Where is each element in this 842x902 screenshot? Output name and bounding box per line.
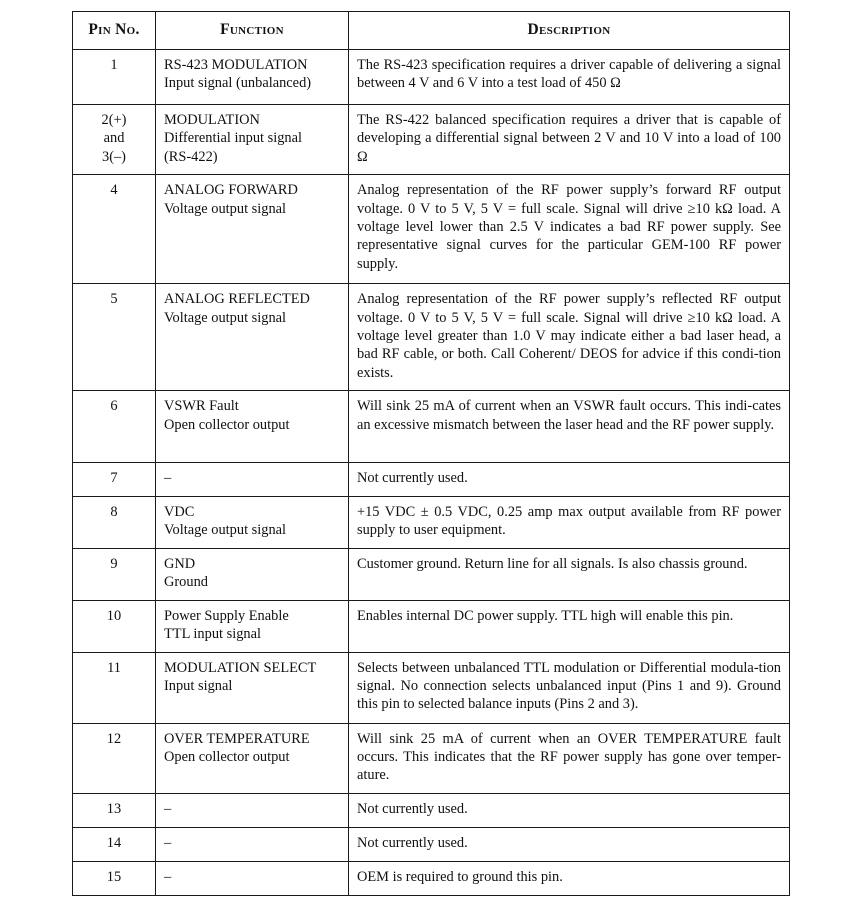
- pin-number-cell: [73, 175, 156, 284]
- description-cell: Not currently used.: [349, 827, 790, 861]
- pin-description-table: [72, 11, 790, 896]
- table-row: [73, 652, 790, 723]
- pin-number: 7: [110, 470, 118, 487]
- function-type: (RS-422): [164, 148, 218, 165]
- description-cell: Analog representation of the RF power supply’s forward RF output voltage. 0 V to 5 V, 5 V = full scale. Signal will drive ≥10 kΩ load. A voltage level lower than 2.5 V indicates a bad RF power supply. See representative signal curves for the particular GEM-100 RF power supply.: [349, 175, 790, 284]
- pin-number-cell: [73, 105, 156, 175]
- function-name: –: [164, 800, 172, 817]
- description-cell: +15 VDC ± 0.5 VDC, 0.25 amp max output available from RF power supply to user equipment.: [349, 496, 790, 548]
- function-cell: [156, 652, 349, 723]
- table-row: [73, 827, 790, 861]
- pin-number-cell: [73, 652, 156, 723]
- pin-number: 10: [106, 607, 122, 624]
- function-type: Input signal: [164, 678, 233, 695]
- function-name: VSWR Fault: [164, 398, 239, 415]
- description-cell: OEM is required to ground this pin.: [349, 861, 790, 895]
- pin-number: 1: [110, 57, 118, 73]
- function-name: MODULATION: [164, 112, 260, 128]
- table-row: [73, 391, 790, 463]
- description-cell: The RS-422 balanced specification requires a driver that is capable of developing a differential signal between 2 V and 10 V into a load of 100 Ω: [349, 105, 790, 175]
- table-row: [73, 548, 790, 600]
- header-description: Description: [349, 12, 790, 50]
- table-body: [73, 50, 790, 896]
- function-name: –: [164, 470, 172, 487]
- pin-number: 13: [106, 800, 122, 817]
- function-type: Open collector output: [164, 749, 290, 766]
- function-name: RS-423 MODULATION: [164, 57, 308, 73]
- table-row: [73, 175, 790, 284]
- function-cell: [156, 827, 349, 861]
- function-name: VDC: [164, 503, 195, 520]
- pin-number-cell: [73, 391, 156, 463]
- function-type: Voltage output signal: [164, 309, 287, 326]
- description-cell: The RS-423 specification requires a driver capable of delivering a signal between 4 V and 6 V into a test load of 450 Ω: [349, 50, 790, 105]
- description-cell: Will sink 25 mA of current when an VSWR fault occurs. This indi-cates an excessive mismatch between the laser head and the RF power supply.: [349, 391, 790, 463]
- table-header: [73, 12, 790, 50]
- function-type: Voltage output signal: [164, 522, 287, 539]
- description-cell: Not currently used.: [349, 793, 790, 827]
- function-name: Power Supply Enable: [164, 607, 289, 624]
- function-type: Differential input signal: [164, 130, 303, 147]
- pin-number: and: [103, 130, 125, 147]
- function-name: ANALOG FORWARD: [164, 182, 298, 199]
- pin-number-cell: [73, 463, 156, 496]
- description-cell: Selects between unbalanced TTL modulation or Differential modula-tion signal. No connection selects unbalanced input (Pins 1 and 9). Ground this pin to selected balance inputs (Pins 2 and 3).: [349, 652, 790, 723]
- description-cell: Analog representation of the RF power supply’s reflected RF output voltage. 0 V to 5 V, 5 V = full scale. Signal will drive ≥10 kΩ load. A voltage level greater than 1.0 V may indicate either a bad laser head, a bad RF cable, or both. Call Coherent/ DEOS for advice if this condi-tion exists.: [349, 284, 790, 391]
- function-name: GND: [164, 555, 196, 572]
- pin-number: 5: [110, 291, 118, 308]
- table-row: [73, 793, 790, 827]
- header-row: [73, 12, 790, 50]
- function-cell: [156, 391, 349, 463]
- function-name: ANALOG REFLECTED: [164, 291, 310, 308]
- function-cell: [156, 600, 349, 652]
- function-cell: [156, 50, 349, 105]
- function-cell: [156, 861, 349, 895]
- function-name: –: [164, 834, 172, 851]
- header-pin-no: Pin No.: [73, 12, 156, 50]
- pin-number: 9: [110, 555, 118, 572]
- table-row: [73, 284, 790, 391]
- pin-number-cell: [73, 284, 156, 391]
- function-type: Input signal (unbalanced): [164, 75, 312, 92]
- function-name: –: [164, 868, 172, 885]
- description-cell: Not currently used.: [349, 463, 790, 496]
- pin-number: 8: [110, 503, 118, 520]
- function-type: Voltage output signal: [164, 200, 287, 217]
- function-cell: [156, 284, 349, 391]
- table-row: [73, 496, 790, 548]
- function-name: OVER TEMPERATURE: [164, 730, 310, 747]
- table-row: [73, 50, 790, 105]
- table-row: [73, 600, 790, 652]
- pin-number: 12: [106, 730, 122, 747]
- function-type: Open collector output: [164, 416, 290, 433]
- function-cell: [156, 496, 349, 548]
- pin-number: 2(+): [101, 112, 127, 128]
- pin-number: 6: [110, 398, 118, 415]
- pin-number: 4: [110, 182, 118, 199]
- pin-number: 3(–): [102, 148, 126, 165]
- description-cell: Will sink 25 mA of current when an OVER TEMPERATURE fault occurs. This indicates that the RF power supply has gone over temper-ature.: [349, 723, 790, 793]
- pin-number-cell: [73, 827, 156, 861]
- table-row: [73, 861, 790, 895]
- pin-number-cell: [73, 600, 156, 652]
- pin-number-cell: [73, 548, 156, 600]
- pin-number-cell: [73, 50, 156, 105]
- description-cell: Customer ground. Return line for all signals. Is also chassis ground.: [349, 548, 790, 600]
- pin-number: 15: [106, 868, 122, 885]
- table-row: [73, 105, 790, 175]
- description-cell: Enables internal DC power supply. TTL high will enable this pin.: [349, 600, 790, 652]
- pin-number: 14: [106, 834, 122, 851]
- function-cell: [156, 105, 349, 175]
- function-type: TTL input signal: [164, 626, 261, 643]
- pin-number-cell: [73, 496, 156, 548]
- function-cell: [156, 548, 349, 600]
- pin-number-cell: [73, 723, 156, 793]
- pin-number-cell: [73, 861, 156, 895]
- function-cell: [156, 463, 349, 496]
- function-name: MODULATION SELECT: [164, 659, 317, 676]
- function-type: Ground: [164, 574, 208, 591]
- table-row: [73, 463, 790, 496]
- function-cell: [156, 175, 349, 284]
- table-row: [73, 723, 790, 793]
- function-cell: [156, 793, 349, 827]
- function-cell: [156, 723, 349, 793]
- pin-number: 11: [107, 659, 121, 676]
- header-function: Function: [156, 12, 349, 50]
- pin-number-cell: [73, 793, 156, 827]
